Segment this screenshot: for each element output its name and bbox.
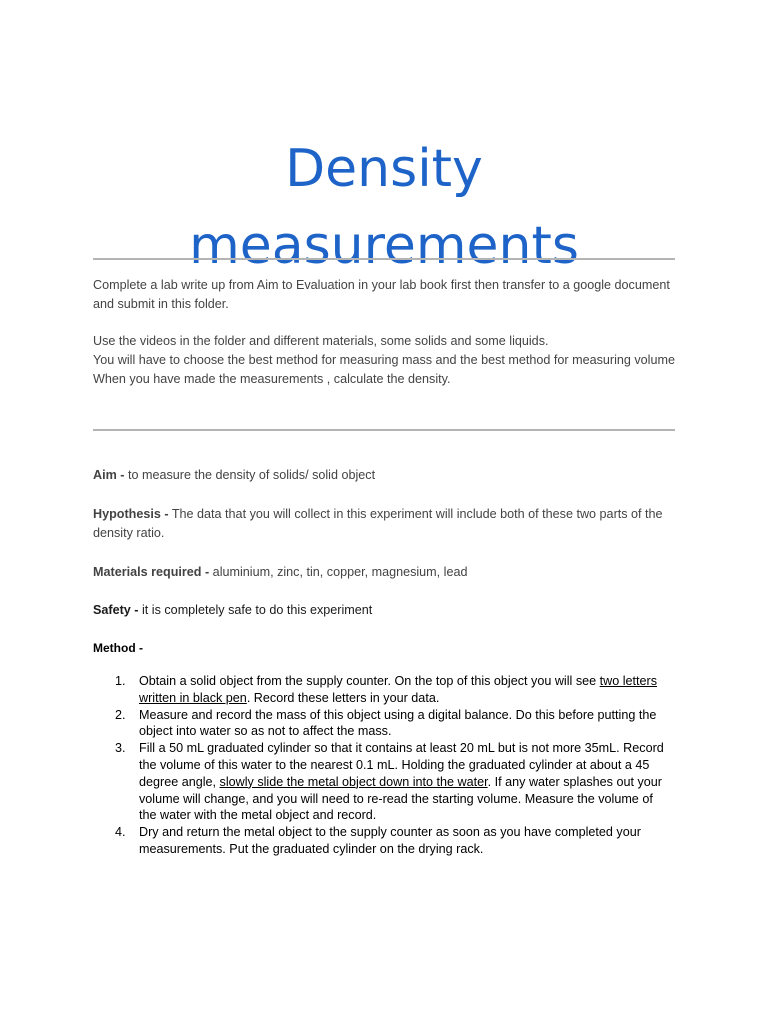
intro-paragraph-1: Complete a lab write up from Aim to Evaluation in your lab book first then transfer to a google document and submit in this folder. [93,278,670,311]
intro-section [93,276,675,389]
intro-paragraph-2a: Use the videos in the folder and different materials, some solids and some liquids. [93,334,549,348]
step-text: Dry and return the metal object to the supply counter as soon as you have completed your measurements. Put the graduated cylinder on the drying rack. [139,825,641,856]
safety-label: Safety - [93,603,139,617]
step-number: 3. [115,741,126,756]
step-text: Obtain a solid object from the supply counter. On the top of this object you will see [139,674,600,688]
hypothesis-text: The data that you will collect in this experiment will include both of these two parts of the density ratio. [93,507,663,540]
intro-paragraph-2b: You will have to choose the best method for measuring mass and the best method for measuring volume [93,353,675,367]
materials-text: aluminium, zinc, tin, copper, magnesium, lead [209,565,468,579]
safety-section [93,601,675,620]
page-title [93,131,675,285]
method-step [115,740,671,824]
materials-section [93,563,675,582]
hypothesis-label: Hypothesis - [93,507,169,521]
hypothesis-section [93,505,675,543]
step-underlined-text: slowly slide the metal object down into the water [219,774,488,789]
step-number: 4. [115,825,126,840]
step-text: Measure and record the mass of this object using a digital balance. Do this before putting the object into water so as not to affect the mass. [139,707,657,739]
step-text-end: . If any water splashes out your volume will change, and you will need to re-read the starting volume. Measure the volume of the water with the metal object and record. [139,774,662,823]
aim-text: to measure the density of solids/ solid object [124,468,376,482]
method-step [115,707,671,741]
step-number: 1. [115,674,126,688]
step-underlined-text: two letters written in black pen [139,674,658,705]
aim-label: Aim - [93,468,125,482]
method-step [115,824,671,858]
divider-top [93,258,675,260]
divider-bottom [93,429,675,431]
safety-text: it is completely safe to do this experiment [138,603,373,617]
aim-section [93,466,675,485]
method-steps-list [115,673,671,858]
title-line-1: Density [285,138,483,199]
method-heading [93,639,675,658]
materials-label: Materials required - [93,565,210,579]
step-text: Fill a 50 mL graduated cylinder so that it contains at least 20 mL but is not more 35mL. Record the volume of this water to the nearest 0.1 mL. Holding the graduated cylinder at about a 45 degree angle, [139,741,664,789]
title-line-2: measurements [189,215,579,276]
method-step [115,673,671,707]
step-number: 2. [115,707,126,722]
method-label: Method - [93,641,143,655]
intro-paragraph-2c: When you have made the measurements , calculate the density. [93,372,451,386]
step-text-end: . Record these letters in your data. [246,690,440,705]
